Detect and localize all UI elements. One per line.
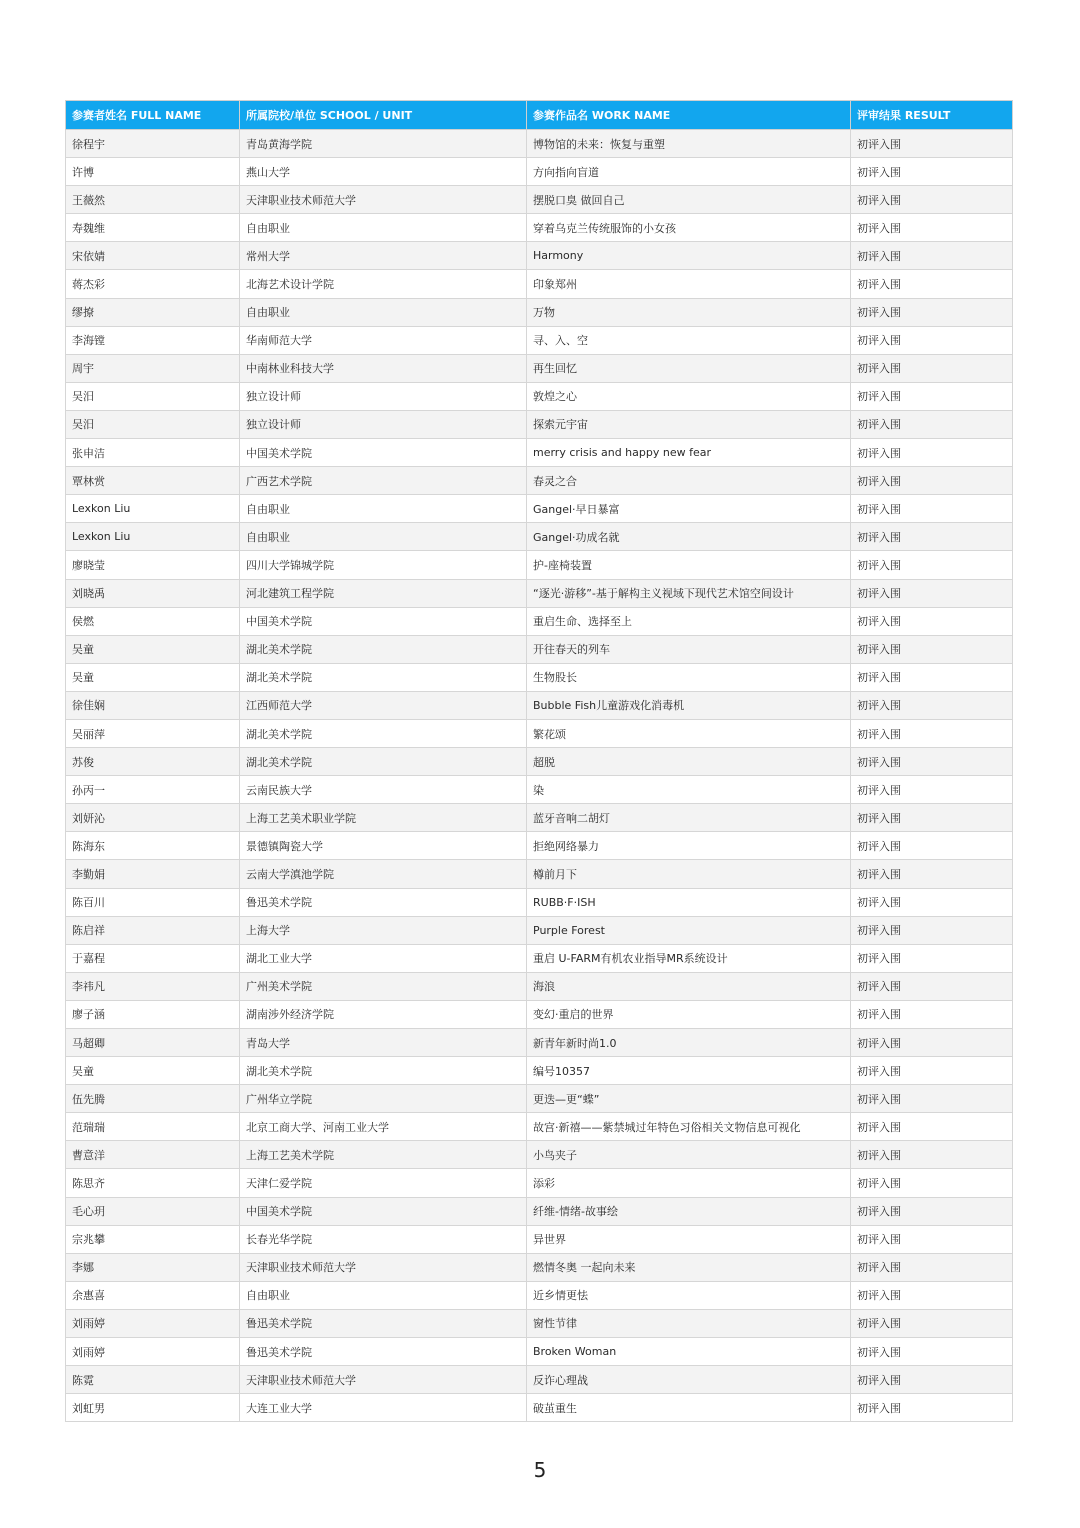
cell-school-unit: 湖北美术学院 [240, 1057, 527, 1085]
cell-work-name: 更迭—更“蝶” [527, 1085, 851, 1113]
cell-result: 初评入围 [851, 242, 1013, 270]
table-row [66, 1394, 1013, 1422]
cell-work-name: 印象郑州 [527, 270, 851, 298]
cell-school-unit: 湖南涉外经济学院 [240, 1000, 527, 1028]
cell-work-name: 编号10357 [527, 1057, 851, 1085]
cell-school-unit: 独立设计师 [240, 382, 527, 410]
cell-work-name: 博物馆的未来：恢复与重塑 [527, 130, 851, 158]
cell-work-name: 染 [527, 776, 851, 804]
cell-work-name: 寻、入、空 [527, 326, 851, 354]
cell-school-unit: 湖北美术学院 [240, 748, 527, 776]
cell-full-name: 刘妍沁 [66, 804, 240, 832]
cell-work-name: 添彩 [527, 1169, 851, 1197]
cell-result: 初评入围 [851, 1253, 1013, 1281]
table-row [66, 776, 1013, 804]
cell-work-name: 探索元宇宙 [527, 410, 851, 438]
cell-school-unit: 湖北工业大学 [240, 944, 527, 972]
cell-full-name: 吴童 [66, 663, 240, 691]
table-row [66, 1169, 1013, 1197]
cell-result: 初评入围 [851, 1394, 1013, 1422]
cell-work-name: 蓝牙音响二胡灯 [527, 804, 851, 832]
cell-full-name: 伍先腾 [66, 1085, 240, 1113]
table-row [66, 860, 1013, 888]
table-row [66, 1057, 1013, 1085]
cell-result: 初评入围 [851, 410, 1013, 438]
cell-result: 初评入围 [851, 298, 1013, 326]
header-work-name: 参赛作品名 WORK NAME [527, 101, 851, 130]
table-row [66, 382, 1013, 410]
cell-full-name: 刘雨婷 [66, 1309, 240, 1337]
cell-school-unit: 中国美术学院 [240, 439, 527, 467]
cell-full-name: 孙丙一 [66, 776, 240, 804]
cell-work-name: 方向指向盲道 [527, 158, 851, 186]
cell-full-name: 陈百川 [66, 888, 240, 916]
table-row [66, 1338, 1013, 1366]
table-row [66, 944, 1013, 972]
cell-result: 初评入围 [851, 860, 1013, 888]
cell-work-name: Harmony [527, 242, 851, 270]
cell-work-name: 万物 [527, 298, 851, 326]
cell-work-name: Bubble Fish儿童游戏化消毒机 [527, 691, 851, 719]
cell-work-name: 小鸟夹子 [527, 1141, 851, 1169]
cell-work-name: Purple Forest [527, 916, 851, 944]
cell-result: 初评入围 [851, 944, 1013, 972]
cell-result: 初评入围 [851, 1197, 1013, 1225]
table-row [66, 551, 1013, 579]
cell-result: 初评入围 [851, 439, 1013, 467]
cell-result: 初评入围 [851, 495, 1013, 523]
table-row [66, 439, 1013, 467]
cell-full-name: 刘虹男 [66, 1394, 240, 1422]
cell-full-name: 廖晓莹 [66, 551, 240, 579]
cell-school-unit: 独立设计师 [240, 410, 527, 438]
cell-full-name: 周宇 [66, 354, 240, 382]
table-row [66, 1085, 1013, 1113]
cell-result: 初评入围 [851, 1309, 1013, 1337]
cell-result: 初评入围 [851, 1281, 1013, 1309]
table-row [66, 495, 1013, 523]
cell-school-unit: 鲁迅美术学院 [240, 1338, 527, 1366]
cell-full-name: 李勤娟 [66, 860, 240, 888]
table-row [66, 270, 1013, 298]
cell-result: 初评入围 [851, 467, 1013, 495]
cell-result: 初评入围 [851, 804, 1013, 832]
cell-work-name: 樽前月下 [527, 860, 851, 888]
cell-full-name: 陈启祥 [66, 916, 240, 944]
cell-result: 初评入围 [851, 551, 1013, 579]
cell-school-unit: 鲁迅美术学院 [240, 888, 527, 916]
cell-work-name: 破茧重生 [527, 1394, 851, 1422]
table-row [66, 214, 1013, 242]
cell-full-name: 李娜 [66, 1253, 240, 1281]
cell-full-name: 陈思齐 [66, 1169, 240, 1197]
cell-full-name: 吴童 [66, 635, 240, 663]
cell-work-name: 护-座椅装置 [527, 551, 851, 579]
cell-result: 初评入围 [851, 1029, 1013, 1057]
cell-full-name: Lexkon Liu [66, 495, 240, 523]
cell-result: 初评入围 [851, 1113, 1013, 1141]
table-row [66, 1366, 1013, 1394]
cell-result: 初评入围 [851, 635, 1013, 663]
cell-school-unit: 云南民族大学 [240, 776, 527, 804]
cell-school-unit: 天津职业技术师范大学 [240, 186, 527, 214]
table-row [66, 1113, 1013, 1141]
cell-school-unit: 华南师范大学 [240, 326, 527, 354]
cell-full-name: 寿魏维 [66, 214, 240, 242]
table-row [66, 719, 1013, 747]
cell-school-unit: 自由职业 [240, 1281, 527, 1309]
cell-work-name: 生物股长 [527, 663, 851, 691]
cell-work-name: “逐光·游移”-基于解构主义视域下现代艺术馆空间设计 [527, 579, 851, 607]
cell-result: 初评入围 [851, 663, 1013, 691]
header-school-unit: 所属院校/单位 SCHOOL / UNIT [240, 101, 527, 130]
cell-full-name: 余惠喜 [66, 1281, 240, 1309]
table-row [66, 326, 1013, 354]
cell-full-name: 陈霓 [66, 1366, 240, 1394]
table-row [66, 1141, 1013, 1169]
results-table-container [65, 100, 1012, 1422]
cell-school-unit: 常州大学 [240, 242, 527, 270]
cell-result: 初评入围 [851, 130, 1013, 158]
cell-school-unit: 自由职业 [240, 495, 527, 523]
table-row [66, 1000, 1013, 1028]
cell-work-name: 燃情冬奥 一起向未来 [527, 1253, 851, 1281]
cell-full-name: 徐程宇 [66, 130, 240, 158]
cell-school-unit: 中国美术学院 [240, 1197, 527, 1225]
cell-school-unit: 自由职业 [240, 298, 527, 326]
table-row [66, 888, 1013, 916]
table-row [66, 804, 1013, 832]
cell-full-name: 王薇然 [66, 186, 240, 214]
cell-work-name: 超脱 [527, 748, 851, 776]
table-row [66, 1253, 1013, 1281]
cell-result: 初评入围 [851, 1366, 1013, 1394]
cell-full-name: 覃林赏 [66, 467, 240, 495]
cell-school-unit: 江西师范大学 [240, 691, 527, 719]
table-row [66, 1309, 1013, 1337]
table-row [66, 916, 1013, 944]
cell-full-name: 宗兆攀 [66, 1225, 240, 1253]
table-row [66, 158, 1013, 186]
table-row [66, 1225, 1013, 1253]
cell-full-name: 宋依婧 [66, 242, 240, 270]
cell-work-name: 拒绝网络暴力 [527, 832, 851, 860]
cell-result: 初评入围 [851, 888, 1013, 916]
cell-work-name: 反诈心理战 [527, 1366, 851, 1394]
cell-school-unit: 北海艺术设计学院 [240, 270, 527, 298]
table-row [66, 748, 1013, 776]
cell-work-name: 再生回忆 [527, 354, 851, 382]
cell-school-unit: 燕山大学 [240, 158, 527, 186]
cell-result: 初评入围 [851, 916, 1013, 944]
cell-school-unit: 广西艺术学院 [240, 467, 527, 495]
table-row [66, 972, 1013, 1000]
cell-school-unit: 景德镇陶瓷大学 [240, 832, 527, 860]
cell-result: 初评入围 [851, 1141, 1013, 1169]
cell-school-unit: 鲁迅美术学院 [240, 1309, 527, 1337]
cell-school-unit: 自由职业 [240, 214, 527, 242]
cell-school-unit: 青岛黄海学院 [240, 130, 527, 158]
cell-school-unit: 青岛大学 [240, 1029, 527, 1057]
cell-result: 初评入围 [851, 1057, 1013, 1085]
results-table [65, 100, 1013, 1422]
table-row [66, 354, 1013, 382]
cell-school-unit: 天津职业技术师范大学 [240, 1253, 527, 1281]
table-row [66, 298, 1013, 326]
cell-school-unit: 大连工业大学 [240, 1394, 527, 1422]
cell-result: 初评入围 [851, 1000, 1013, 1028]
table-row [66, 635, 1013, 663]
cell-school-unit: 湖北美术学院 [240, 663, 527, 691]
cell-school-unit: 上海工艺美术职业学院 [240, 804, 527, 832]
cell-result: 初评入围 [851, 523, 1013, 551]
cell-full-name: 侯燃 [66, 607, 240, 635]
cell-school-unit: 上海工艺美术学院 [240, 1141, 527, 1169]
cell-work-name: merry crisis and happy new fear [527, 439, 851, 467]
cell-school-unit: 中南林业科技大学 [240, 354, 527, 382]
cell-result: 初评入围 [851, 1085, 1013, 1113]
cell-work-name: 纤维-情绪-故事绘 [527, 1197, 851, 1225]
cell-result: 初评入围 [851, 1169, 1013, 1197]
cell-result: 初评入围 [851, 832, 1013, 860]
cell-full-name: 廖子涵 [66, 1000, 240, 1028]
cell-school-unit: 四川大学锦城学院 [240, 551, 527, 579]
table-header-row [66, 101, 1013, 130]
cell-full-name: Lexkon Liu [66, 523, 240, 551]
cell-school-unit: 上海大学 [240, 916, 527, 944]
cell-full-name: 于嘉程 [66, 944, 240, 972]
cell-result: 初评入围 [851, 1338, 1013, 1366]
table-row [66, 832, 1013, 860]
cell-result: 初评入围 [851, 748, 1013, 776]
table-row [66, 523, 1013, 551]
cell-full-name: 苏俊 [66, 748, 240, 776]
cell-school-unit: 湖北美术学院 [240, 719, 527, 747]
cell-full-name: 范瑞瑞 [66, 1113, 240, 1141]
cell-full-name: 曹意洋 [66, 1141, 240, 1169]
cell-full-name: 吴汨 [66, 410, 240, 438]
table-row [66, 1029, 1013, 1057]
cell-full-name: 吴丽萍 [66, 719, 240, 747]
cell-full-name: 徐佳娴 [66, 691, 240, 719]
table-row [66, 579, 1013, 607]
cell-work-name: RUBB·F·ISH [527, 888, 851, 916]
cell-full-name: 吴汨 [66, 382, 240, 410]
cell-work-name: 繁花颂 [527, 719, 851, 747]
cell-result: 初评入围 [851, 607, 1013, 635]
table-row [66, 242, 1013, 270]
cell-result: 初评入围 [851, 972, 1013, 1000]
cell-result: 初评入围 [851, 270, 1013, 298]
cell-school-unit: 湖北美术学院 [240, 635, 527, 663]
cell-work-name: 窗性节律 [527, 1309, 851, 1337]
table-row [66, 1197, 1013, 1225]
cell-full-name: 陈海东 [66, 832, 240, 860]
cell-school-unit: 天津职业技术师范大学 [240, 1366, 527, 1394]
cell-work-name: 春灵之合 [527, 467, 851, 495]
cell-school-unit: 北京工商大学、河南工业大学 [240, 1113, 527, 1141]
cell-work-name: 重启 U-FARM有机农业指导MR系统设计 [527, 944, 851, 972]
header-full-name: 参赛者姓名 FULL NAME [66, 101, 240, 130]
cell-result: 初评入围 [851, 354, 1013, 382]
cell-result: 初评入围 [851, 382, 1013, 410]
cell-result: 初评入围 [851, 691, 1013, 719]
table-body [66, 130, 1013, 1422]
cell-result: 初评入围 [851, 214, 1013, 242]
cell-full-name: 蒋杰彩 [66, 270, 240, 298]
cell-full-name: 刘晓禹 [66, 579, 240, 607]
cell-school-unit: 广州美术学院 [240, 972, 527, 1000]
cell-work-name: 摆脱口臭 做回自己 [527, 186, 851, 214]
table-row [66, 663, 1013, 691]
table-row [66, 130, 1013, 158]
cell-full-name: 李祎凡 [66, 972, 240, 1000]
cell-school-unit: 云南大学滇池学院 [240, 860, 527, 888]
cell-full-name: 毛心玥 [66, 1197, 240, 1225]
cell-school-unit: 自由职业 [240, 523, 527, 551]
cell-full-name: 马超卿 [66, 1029, 240, 1057]
cell-result: 初评入围 [851, 326, 1013, 354]
cell-result: 初评入围 [851, 776, 1013, 804]
table-row [66, 410, 1013, 438]
cell-work-name: 开往春天的列车 [527, 635, 851, 663]
cell-work-name: 新青年新时尚1.0 [527, 1029, 851, 1057]
cell-work-name: Gangel·早日暴富 [527, 495, 851, 523]
cell-work-name: 故宫·新禧——紫禁城过年特色习俗相关文物信息可视化 [527, 1113, 851, 1141]
cell-result: 初评入围 [851, 579, 1013, 607]
cell-full-name: 吴童 [66, 1057, 240, 1085]
table-row [66, 691, 1013, 719]
table-row [66, 186, 1013, 214]
header-result: 评审结果 RESULT [851, 101, 1013, 130]
cell-work-name: 近乡情更怯 [527, 1281, 851, 1309]
cell-work-name: 海浪 [527, 972, 851, 1000]
page-number: 5 [533, 1458, 547, 1482]
cell-result: 初评入围 [851, 1225, 1013, 1253]
cell-full-name: 许博 [66, 158, 240, 186]
cell-work-name: Gangel·功成名就 [527, 523, 851, 551]
cell-work-name: Broken Woman [527, 1338, 851, 1366]
cell-work-name: 穿着乌克兰传统服饰的小女孩 [527, 214, 851, 242]
cell-work-name: 敦煌之心 [527, 382, 851, 410]
cell-school-unit: 河北建筑工程学院 [240, 579, 527, 607]
cell-school-unit: 天津仁爱学院 [240, 1169, 527, 1197]
cell-full-name: 张申洁 [66, 439, 240, 467]
cell-result: 初评入围 [851, 719, 1013, 747]
cell-full-name: 缪撩 [66, 298, 240, 326]
cell-result: 初评入围 [851, 186, 1013, 214]
cell-full-name: 刘雨婷 [66, 1338, 240, 1366]
table-row [66, 467, 1013, 495]
cell-school-unit: 长春光华学院 [240, 1225, 527, 1253]
cell-work-name: 变幻·重启的世界 [527, 1000, 851, 1028]
cell-work-name: 异世界 [527, 1225, 851, 1253]
table-row [66, 1281, 1013, 1309]
cell-work-name: 重启生命、选择至上 [527, 607, 851, 635]
cell-school-unit: 中国美术学院 [240, 607, 527, 635]
cell-result: 初评入围 [851, 158, 1013, 186]
table-row [66, 607, 1013, 635]
cell-full-name: 李海镗 [66, 326, 240, 354]
cell-school-unit: 广州华立学院 [240, 1085, 527, 1113]
